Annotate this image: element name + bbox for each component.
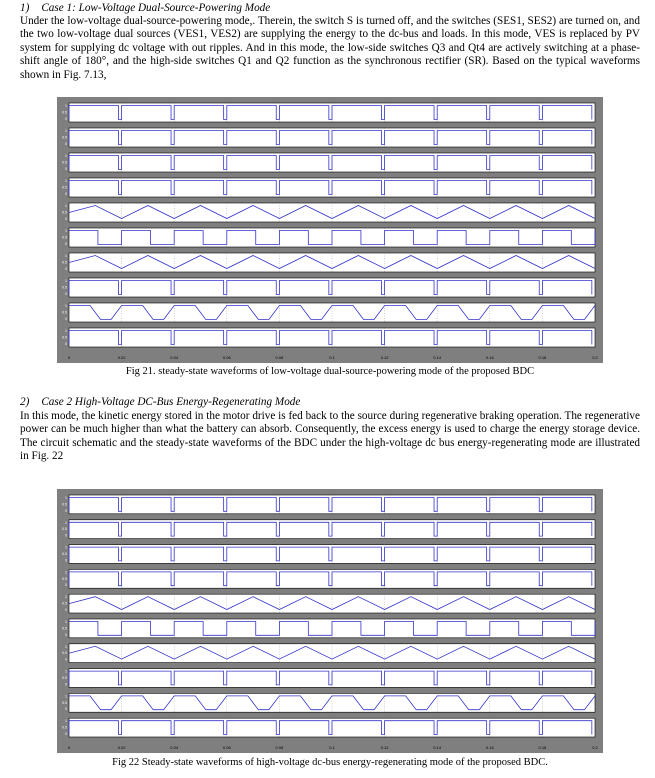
figure-21-x-tick-label: 0.2 [592,355,598,360]
figure-21-y-tick-label: 0.5 [62,110,67,115]
figure-22-caption: Fig 22 Steady-state waveforms of high-voltage dc-bus energy-regenerating mode of the proposed BDC. [112,757,548,768]
figure-21-x-tick-label: 0.18 [538,355,547,360]
figure-21 [57,97,603,363]
section-2-title: Case 2 High-Voltage DC-Bus Energy-Regenerating Mode [41,396,301,408]
figure-21-x-tick-label: 0.12 [380,355,389,360]
section-2-number: 2) [20,396,30,408]
figure-22-y-tick-label: 0 [65,533,67,538]
figure-21-y-tick-label: 1 [65,179,67,183]
figure-21-x-tick-label: 0.1 [329,355,335,360]
figure-22-y-tick-label: 0.5 [62,676,67,680]
figure-21-y-tick-label: 0 [65,267,67,271]
figure-22-y-tick-label: 0 [65,632,67,637]
section-1-number: 1) [20,2,30,14]
figure-22-x-tick-label: 0.2 [592,745,598,750]
figure-21-x-tick-label: 0.04 [170,355,179,360]
figure-21-x-tick-label: 0.08 [275,355,284,360]
figure-22-y-tick-label: 0.5 [62,527,67,532]
figure-21-y-tick-label: 1 [65,229,67,233]
figure-22-y-tick-label: 0 [65,583,67,588]
section-1-paragraph: Under the low-voltage dual-source-powering mode,. Therein, the switch S is turned off, and the switches (SES1, SES2) are turned on, and the two low-voltage dual sources (VES1, VES2) are supplying the energy to the dc-bus and loads. In this mode, VES is replaced by PV system for supplying dc voltage with out ripples. And in this mode, the low-side switches Q3 and Qt4 are actively switching at a phase-shift angle of 180°, and the high-side switches Q1 and Q2 function as the synchronous rectifier (SR). Based on the typical waveforms shown in Fig. 7.13, [20,15,640,81]
figure-21-y-tick-label: 0 [65,217,67,221]
figure-21-y-tick-label: 0 [65,242,67,246]
figure-22-y-tick-label: 0.5 [62,601,67,606]
figure-22-y-tick-label: 0 [65,558,67,563]
figure-22-y-tick-label: 0.5 [62,502,67,507]
figure-22-y-tick-label: 1 [65,496,67,500]
figure-22-plot [57,489,603,753]
figure-22 [57,489,603,753]
figure-21-y-tick-label: 1 [65,204,67,208]
figure-22-y-tick-label: 0.5 [62,626,67,631]
figure-21-y-tick-label: 0 [65,142,67,146]
figure-21-x-tick-label: 0.14 [433,355,442,360]
figure-21-y-tick-label: 0.5 [62,235,67,240]
figure-22-y-tick-label: 1 [65,570,67,575]
figure-22-y-tick-label: 1 [65,545,67,550]
figure-22-x-tick-label: 0.12 [380,745,389,750]
figure-22-x-tick-label: 0.14 [433,745,442,750]
figure-21-y-tick-label: 0 [65,192,67,196]
figure-22-x-tick-label: 0.16 [485,745,494,750]
figure-21-y-tick-label: 0 [65,292,67,296]
figure-22-y-tick-label: 0.5 [62,700,67,705]
figure-22-x-tick-label: 0.18 [538,745,547,750]
figure-22-x-tick-label: 0.1 [329,745,335,750]
figure-21-y-tick-label: 1 [65,329,67,333]
figure-22-y-tick-label: 0.5 [62,651,67,656]
figure-22-y-tick-label: 1 [65,694,67,699]
figure-21-y-tick-label: 1 [65,104,67,108]
figure-22-y-tick-label: 1 [65,620,67,624]
figure-22-x-tick-label: 0.02 [117,745,126,750]
figure-21-y-tick-label: 0 [65,167,67,171]
figure-21-y-tick-label: 0 [65,342,67,346]
figure-22-y-tick-label: 0 [65,707,67,712]
figure-22-x-tick-label: 0.04 [170,745,179,750]
figure-22-y-tick-label: 0 [65,508,67,513]
figure-22-y-tick-label: 0 [65,608,67,612]
figure-22-x-tick-label: 0.08 [275,745,284,750]
figure-21-x-tick-label: 0.02 [117,355,126,360]
figure-21-y-tick-label: 1 [65,154,67,158]
figure-21-y-tick-label: 1 [65,254,67,258]
figure-21-y-tick-label: 0.5 [62,335,67,340]
figure-21-y-tick-label: 0 [65,117,67,121]
figure-22-y-tick-label: 0 [65,657,67,662]
figure-22-y-tick-label: 1 [65,669,67,674]
figure-22-y-tick-label: 0.5 [62,725,67,730]
figure-22-y-tick-label: 0.5 [62,576,67,581]
figure-21-x-tick-label: 0.16 [485,355,494,360]
section-2-heading [20,396,640,409]
figure-21-y-tick-label: 0.5 [62,260,67,265]
figure-21-y-tick-label: 0.5 [62,285,67,290]
figure-22-y-tick-label: 1 [65,520,67,525]
figure-22-y-tick-label: 1 [65,595,67,600]
figure-21-y-tick-label: 0.5 [62,210,67,215]
figure-21-y-tick-label: 1 [65,304,67,308]
figure-21-y-tick-label: 0.5 [62,185,67,190]
figure-22-y-tick-label: 0.5 [62,552,67,556]
section-1-title: Case 1: Low-Voltage Dual-Source-Powering Mode [41,2,271,14]
figure-21-y-tick-label: 1 [65,129,67,133]
figure-22-y-tick-label: 0 [65,732,67,736]
figure-21-y-tick-label: 0.5 [62,160,67,165]
figure-22-y-tick-label: 1 [65,644,67,649]
figure-22-y-tick-label: 1 [65,719,67,724]
figure-21-x-tick-label: 0.06 [222,355,231,360]
figure-21-y-tick-label: 1 [65,279,67,283]
figure-22-x-tick-label: 0 [67,745,71,750]
figure-21-y-tick-label: 0.5 [62,135,67,140]
figure-21-y-tick-label: 0 [65,317,67,321]
figure-21-caption: Fig 21. steady-state waveforms of low-voltage dual-source-powering mode of the proposed BDC [125,366,535,377]
figure-21-plot [57,97,603,363]
figure-21-y-tick-label: 0.5 [62,310,67,315]
section-1-heading [20,2,640,15]
figure-22-y-tick-label: 0 [65,682,67,687]
figure-21-x-tick-label: 0 [67,355,71,360]
figure-22-x-tick-label: 0.06 [222,745,231,750]
section-2-paragraph: In this mode, the kinetic energy stored in the motor drive is fed back to the source during regenerative braking operation. The regenerative power can be much higher than what the battery can absorb. Consequently, the excess energy is used to charge the energy storage device. The circuit schematic and the steady-state waveforms of the BDC under the high-voltage dc bus energy-regenerating mode are illustrated in Fig. 22 [20,410,640,463]
